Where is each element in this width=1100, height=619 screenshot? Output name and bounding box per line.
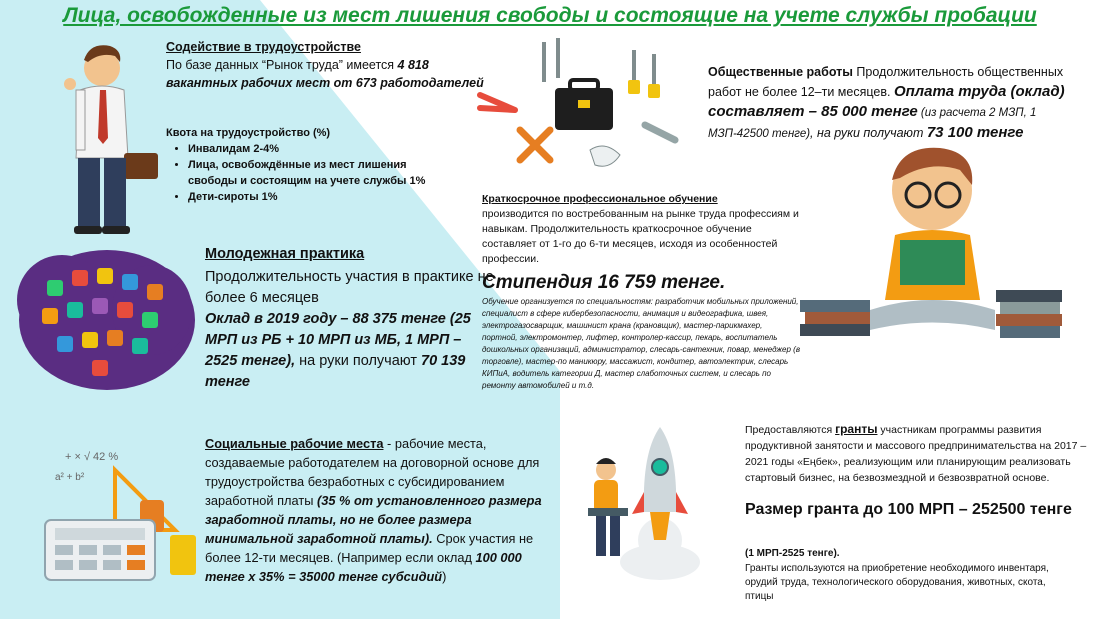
public-works-text: Продолжительность общественных работ не более 12–ти месяцев. xyxy=(708,65,1064,99)
youth-text: Продолжительность участия в практике не более 6 месяцев xyxy=(205,269,494,306)
public-works-note: (из расчета 2 МЗП, 1 МЗП-42500 тенге) xyxy=(708,107,1037,140)
social-jobs-example-a: (Например если оклад xyxy=(336,550,476,565)
social-jobs-example-c: ) xyxy=(442,569,447,584)
grant-mrp: (1 МРП-2525 тенге). xyxy=(745,548,840,559)
grant-size: Размер гранта до 100 МРП – 252500 тенге xyxy=(745,501,1072,518)
reading-boy-illustration xyxy=(800,140,1065,370)
social-jobs-term: Срок участия не более 12-ти месяцев. xyxy=(205,531,534,565)
grants-text-a: Предоставляются xyxy=(745,424,836,436)
app-cloud-illustration xyxy=(12,240,197,410)
public-works-heading: Общественные работы xyxy=(708,65,853,79)
businessman-illustration xyxy=(60,38,170,238)
grants-word: гранты xyxy=(835,422,878,436)
youth-net: 70 139 тенге xyxy=(205,353,466,390)
training-specialties: Обучение организуется по специальностям: разработчик мобильных приложений, специалист в сфере кибербезопасности, анимация и видеографика, швея, электрогазосварщик, машинист крана (крановщик), мастер-парикмахер, портной, электромонтер, лифтер, контролер-кассир, пекарь, воспитатель дошкольных организаций, администратор, слесарь-сантехник, повар, менеджер (в торговле), мастер-по маникюру, массажист, кондитер, автоэлектрик, слесарь КИПиА, водитель категории Д, мастер слаботочных систем, и слесарь по ремонту автомобилей и т.д. xyxy=(482,297,800,390)
public-works-pay: Оплата труда (оклад) составляет – 85 000 тенге xyxy=(708,83,1065,120)
social-jobs-example-b: 100 000 тенге х 35% = 35000 тенге субсидий xyxy=(205,550,522,584)
svg-text:a² + b²: a² + b² xyxy=(55,472,85,483)
public-works-net: 73 100 тенге xyxy=(926,124,1024,141)
social-jobs-heading: Социальные рабочие места xyxy=(205,436,384,451)
training-text: производится по востребованным на рынке труда профессиям и навыкам. Продолжительность краткосрочное обучение составляет от 1-го до 6-ти месяцев, исходя из особенностей профессии. xyxy=(482,208,799,265)
training-heading: Краткосрочное профессиональное обучение xyxy=(482,193,718,205)
math-illustration xyxy=(35,440,205,585)
stipend: Стипендия 16 759 тенге. xyxy=(482,272,726,293)
social-jobs-text: - рабочие места, создаваемые работодателем на договорной основе для трудоустройства безработных с субсидированием заработной платы xyxy=(205,436,540,508)
quota-heading: Квота на трудоустройство (%) xyxy=(166,127,331,139)
grant-usage: Гранты используются на приобретение необходимого инвентаря, орудий труда, технологического оборудования, животных, скота, птицы xyxy=(745,563,1049,602)
quota-item: • Лица, освобождённые из мест лишения свободы и состоящим на учете службы 1% xyxy=(188,157,456,189)
public-works-text-b: , на руки получают xyxy=(810,126,927,140)
quota-list xyxy=(166,141,456,205)
rocket-startup-illustration xyxy=(578,422,728,582)
tools-illustration xyxy=(460,30,690,195)
page-title: Лица, освобожденные из мест лишения свободы и состоящие на учете службы пробации xyxy=(63,4,1037,27)
youth-heading: Молодежная практика xyxy=(205,246,365,262)
employment-heading: Содействие в трудоустройстве xyxy=(166,40,361,54)
social-jobs-subsidy: (35 % от установленного размера заработной платы, но не более размера минимальной заработной платы). xyxy=(205,493,542,546)
vacancies-count: 4 818 вакантных рабочих мест от 673 работодателей xyxy=(166,58,484,90)
youth-text-b: на руки получают xyxy=(295,353,422,369)
quota-item: • Инвалидам 2-4% xyxy=(188,141,456,157)
svg-text:+ × √ 42 %: + × √ 42 % xyxy=(65,451,119,463)
youth-salary: Оклад в 2019 году – 88 375 тенге (25 МРП из РБ + 10 МРП из МБ, 1 МРП – 2525 тенге), xyxy=(205,311,471,369)
quota-item: • Дети-сироты 1% xyxy=(188,189,456,205)
grants-text-b: участникам программы развития продуктивной занятости и массового предпринимательства на 2017 – 2021 годы «Еңбек», реализующим или планирующим реализовать стартовый бизнес, на безвозмездной и безвозвратной основе. xyxy=(745,424,1087,484)
employment-text: По базе данных “Рынок труда” имеется xyxy=(166,58,398,72)
